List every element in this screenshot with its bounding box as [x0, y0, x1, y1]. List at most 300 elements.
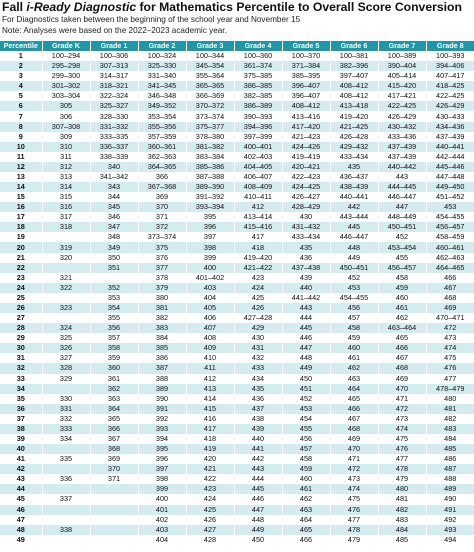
score-range-cell: 311: [42, 152, 90, 162]
score-range-cell: 354: [90, 303, 138, 313]
score-range-cell: 394: [138, 434, 186, 444]
score-range-cell: 474: [330, 484, 378, 494]
score-range-cell: 454–455: [426, 212, 474, 222]
score-range-cell: 397–399: [234, 132, 282, 142]
table-row: [0, 101, 474, 111]
score-range-cell: 477: [426, 374, 474, 384]
score-range-cell: 382: [138, 313, 186, 323]
score-range-cell: 424–425: [282, 182, 330, 192]
score-range-cell: [42, 293, 90, 303]
percentile-cell: 22: [0, 263, 42, 273]
score-range-cell: 460: [282, 474, 330, 484]
score-range-cell: 384: [138, 333, 186, 343]
score-range-cell: 295–298: [42, 61, 90, 71]
score-range-cell: 467: [426, 283, 474, 293]
score-range-cell: 389: [138, 384, 186, 394]
score-range-cell: 328: [42, 363, 90, 373]
score-range-cell: 350: [90, 253, 138, 263]
score-range-cell: 310: [42, 142, 90, 152]
score-range-cell: 328–330: [90, 111, 138, 121]
score-range-cell: 371–384: [282, 61, 330, 71]
score-range-cell: 356: [90, 323, 138, 333]
score-range-cell: 385: [138, 343, 186, 353]
score-range-cell: 452: [330, 273, 378, 283]
score-range-cell: 325: [42, 333, 90, 343]
score-range-cell: 100–381: [330, 51, 378, 61]
table-row: [0, 363, 474, 373]
score-range-cell: 323: [42, 303, 90, 313]
score-range-cell: 334: [42, 434, 90, 444]
score-range-cell: 373–374: [186, 111, 234, 121]
score-range-cell: 364–365: [138, 162, 186, 172]
score-range-cell: 396: [138, 454, 186, 464]
score-range-cell: 317: [42, 212, 90, 222]
score-range-cell: 423: [234, 273, 282, 283]
score-range-cell: 482: [426, 414, 474, 424]
table-row: [0, 464, 474, 474]
table-row: [0, 222, 474, 232]
score-range-cell: 419–420: [234, 253, 282, 263]
score-range-cell: 433–434: [282, 232, 330, 242]
table-row: [0, 515, 474, 525]
score-range-cell: 444: [234, 474, 282, 484]
score-range-cell: 325–327: [90, 101, 138, 111]
score-range-cell: 459: [282, 464, 330, 474]
score-range-cell: 399: [186, 253, 234, 263]
percentile-cell: 7: [0, 111, 42, 121]
score-range-cell: 318–321: [90, 81, 138, 91]
score-range-cell: 469: [378, 374, 426, 384]
score-range-cell: 336: [42, 474, 90, 484]
score-range-cell: 405–414: [378, 71, 426, 81]
table-row: [0, 91, 474, 101]
score-range-cell: 456: [330, 303, 378, 313]
score-range-cell: 426–427: [282, 192, 330, 202]
table-row: [0, 242, 474, 252]
score-range-cell: 467: [330, 414, 378, 424]
score-range-cell: 481: [378, 494, 426, 504]
percentile-cell: 24: [0, 283, 42, 293]
table-row: [0, 51, 474, 61]
score-range-cell: 398: [186, 242, 234, 252]
score-range-cell: 458–459: [426, 232, 474, 242]
table-row: [0, 192, 474, 202]
score-range-cell: 418: [186, 434, 234, 444]
score-range-cell: 441–442: [282, 293, 330, 303]
score-range-cell: 375: [138, 242, 186, 252]
score-range-cell: 400: [186, 263, 234, 273]
score-range-cell: 433–436: [378, 132, 426, 142]
score-range-cell: 421–425: [330, 122, 378, 132]
score-range-cell: 466: [330, 404, 378, 414]
score-range-cell: 445: [330, 222, 378, 232]
score-range-cell: 449–450: [426, 182, 474, 192]
percentile-cell: 30: [0, 343, 42, 353]
column-header: Grade 4: [234, 41, 282, 51]
score-range-cell: 439: [282, 273, 330, 283]
score-range-cell: 484: [378, 525, 426, 535]
score-range-cell: 464: [282, 515, 330, 525]
table-row: [0, 444, 474, 454]
score-range-cell: 353–354: [138, 111, 186, 121]
column-header: Grade K: [42, 41, 90, 51]
score-range-cell: 428: [186, 535, 234, 545]
score-range-cell: 346–348: [138, 91, 186, 101]
percentile-cell: 27: [0, 313, 42, 323]
score-range-cell: 361: [90, 374, 138, 384]
score-range-cell: 441: [234, 444, 282, 454]
score-range-cell: 439: [234, 424, 282, 434]
table-row: [0, 474, 474, 484]
score-range-cell: 474: [378, 424, 426, 434]
score-range-cell: 307–308: [42, 122, 90, 132]
score-range-cell: 475: [426, 353, 474, 363]
score-range-cell: 478–479: [426, 384, 474, 394]
title-suffix: for Mathematics Percentile to Overall Score Conversion: [136, 0, 462, 14]
score-range-cell: 337: [42, 494, 90, 504]
score-range-cell: 402: [138, 515, 186, 525]
percentile-cell: 37: [0, 414, 42, 424]
score-range-cell: 361–374: [234, 61, 282, 71]
score-range-cell: 299–300: [42, 71, 90, 81]
score-range-cell: 473: [330, 474, 378, 484]
score-range-cell: 455: [282, 424, 330, 434]
score-range-cell: 387–388: [186, 172, 234, 182]
score-range-cell: 426: [234, 303, 282, 313]
percentile-cell: 11: [0, 152, 42, 162]
title-brand: i-Ready Diagnostic: [26, 0, 137, 14]
score-range-cell: 353: [90, 293, 138, 303]
score-range-cell: 397: [138, 464, 186, 474]
score-range-cell: 492: [426, 515, 474, 525]
score-range-cell: 470: [330, 444, 378, 454]
score-range-cell: 359: [90, 353, 138, 363]
score-range-cell: 368: [90, 444, 138, 454]
score-range-cell: 431–432: [282, 222, 330, 232]
score-range-cell: 333: [42, 424, 90, 434]
table-row: [0, 424, 474, 434]
score-range-cell: 395: [138, 444, 186, 454]
table-row: [0, 454, 474, 464]
score-range-cell: 428–429: [282, 202, 330, 212]
score-range-cell: 457: [330, 313, 378, 323]
table-row: [0, 414, 474, 424]
score-range-cell: 447–448: [426, 172, 474, 182]
score-range-cell: 410: [186, 353, 234, 363]
score-range-cell: 319: [42, 242, 90, 252]
score-range-cell: 400: [138, 494, 186, 504]
score-range-cell: 485: [426, 444, 474, 454]
percentile-cell: 15: [0, 192, 42, 202]
table-row: [0, 323, 474, 333]
score-range-cell: [42, 232, 90, 242]
score-range-cell: 305: [42, 101, 90, 111]
column-header: Grade 2: [138, 41, 186, 51]
score-range-cell: 448: [282, 353, 330, 363]
score-range-cell: 429–432: [330, 142, 378, 152]
score-range-cell: 450: [234, 535, 282, 545]
score-range-cell: 408–412: [282, 101, 330, 111]
score-range-cell: 465: [282, 525, 330, 535]
percentile-cell: 8: [0, 122, 42, 132]
score-range-cell: [90, 535, 138, 545]
score-range-cell: 333–335: [90, 132, 138, 142]
score-range-cell: 315: [42, 192, 90, 202]
column-header: Grade 7: [378, 41, 426, 51]
score-range-cell: 471: [330, 454, 378, 464]
score-range-cell: 100–324: [138, 51, 186, 61]
score-range-cell: [42, 384, 90, 394]
score-range-cell: 417–420: [282, 122, 330, 132]
score-range-cell: 442: [330, 202, 378, 212]
score-range-cell: 452: [282, 394, 330, 404]
score-range-cell: [90, 494, 138, 504]
score-range-cell: 447: [282, 343, 330, 353]
score-range-cell: 381: [138, 303, 186, 313]
score-range-cell: 477: [330, 515, 378, 525]
score-range-cell: 421–422: [234, 263, 282, 273]
score-range-cell: 371: [138, 212, 186, 222]
score-range-cell: 355: [90, 313, 138, 323]
score-range-cell: 336–337: [90, 142, 138, 152]
score-range-cell: 479: [330, 535, 378, 545]
percentile-cell: 36: [0, 404, 42, 414]
score-range-cell: 440–442: [378, 162, 426, 172]
score-range-cell: 312: [42, 162, 90, 172]
percentile-cell: 43: [0, 474, 42, 484]
percentile-cell: 26: [0, 303, 42, 313]
score-range-cell: 425: [234, 293, 282, 303]
percentile-cell: 18: [0, 222, 42, 232]
score-range-cell: 493: [426, 525, 474, 535]
score-range-cell: 385–395: [282, 71, 330, 81]
score-range-cell: 413–414: [234, 212, 282, 222]
score-range-cell: 449: [234, 525, 282, 535]
score-range-cell: 456–457: [426, 222, 474, 232]
score-range-cell: 447: [234, 505, 282, 515]
percentile-cell: 17: [0, 212, 42, 222]
percentile-cell: 38: [0, 424, 42, 434]
score-range-cell: 443–444: [330, 212, 378, 222]
score-range-cell: 413–418: [330, 101, 378, 111]
percentile-cell: 46: [0, 505, 42, 515]
score-range-cell: 436: [234, 394, 282, 404]
score-range-cell: 318: [42, 222, 90, 232]
score-range-cell: 379: [138, 283, 186, 293]
score-range-cell: 479: [378, 474, 426, 484]
score-range-cell: 458: [330, 323, 378, 333]
score-range-cell: 435: [330, 162, 378, 172]
score-range-cell: 471: [378, 394, 426, 404]
score-range-cell: 469: [330, 434, 378, 444]
score-range-cell: 394–396: [234, 122, 282, 132]
score-range-cell: 370: [138, 202, 186, 212]
score-range-cell: 403: [138, 525, 186, 535]
score-range-cell: 415–416: [234, 222, 282, 232]
score-range-cell: 370–372: [186, 101, 234, 111]
score-range-cell: 100–393: [426, 51, 474, 61]
subtitle: For Diagnostics taken between the beginning of the school year and November 15: [2, 15, 301, 24]
score-range-cell: 320: [42, 253, 90, 263]
score-range-cell: 385–386: [186, 162, 234, 172]
score-range-cell: 387: [138, 363, 186, 373]
score-range-cell: 430: [234, 333, 282, 343]
score-range-cell: 494: [426, 535, 474, 545]
score-range-cell: 390–393: [234, 111, 282, 121]
percentile-cell: 19: [0, 232, 42, 242]
score-range-cell: 464–465: [426, 263, 474, 273]
score-range-cell: [42, 444, 90, 454]
score-range-cell: 437–439: [378, 152, 426, 162]
score-range-cell: 476: [378, 444, 426, 454]
percentile-cell: 39: [0, 434, 42, 444]
column-header: Grade 1: [90, 41, 138, 51]
score-range-cell: 377: [138, 263, 186, 273]
score-range-cell: 460: [330, 343, 378, 353]
score-range-cell: 404–405: [234, 162, 282, 172]
score-range-cell: 406–407: [234, 172, 282, 182]
score-range-cell: 378–380: [186, 132, 234, 142]
percentile-cell: 35: [0, 394, 42, 404]
score-range-cell: 443: [234, 464, 282, 474]
score-range-cell: [42, 464, 90, 474]
score-range-cell: 365–365: [186, 81, 234, 91]
score-range-cell: 414: [186, 394, 234, 404]
score-range-cell: 435: [234, 384, 282, 394]
score-range-cell: 463: [282, 505, 330, 515]
table-body: [0, 51, 474, 545]
score-range-cell: 397: [186, 232, 234, 242]
table-row: [0, 232, 474, 242]
score-range-cell: 442: [234, 454, 282, 464]
score-range-cell: 418–425: [426, 81, 474, 91]
percentile-cell: 32: [0, 363, 42, 373]
score-range-cell: 366: [90, 424, 138, 434]
score-range-cell: 316: [42, 202, 90, 212]
score-range-cell: 481: [426, 404, 474, 414]
score-range-cell: 407: [186, 323, 234, 333]
table-row: [0, 333, 474, 343]
score-range-cell: 472: [426, 323, 474, 333]
score-range-cell: 423: [186, 484, 234, 494]
score-range-cell: 445–446: [426, 162, 474, 172]
score-range-cell: 345–354: [186, 61, 234, 71]
table-row: [0, 384, 474, 394]
table-row: [0, 132, 474, 142]
percentile-cell: 9: [0, 132, 42, 142]
score-range-cell: 438–439: [330, 182, 378, 192]
score-range-cell: 427–428: [234, 313, 282, 323]
score-range-cell: 411: [186, 363, 234, 373]
score-range-cell: 303–304: [42, 91, 90, 101]
table-row: [0, 494, 474, 504]
score-range-cell: 391–392: [186, 192, 234, 202]
score-range-cell: 383: [138, 323, 186, 333]
score-range-cell: 491: [426, 505, 474, 515]
score-range-cell: 404: [186, 293, 234, 303]
score-range-cell: [90, 515, 138, 525]
score-range-cell: 419–419: [282, 152, 330, 162]
score-range-cell: 461: [378, 303, 426, 313]
score-range-cell: 437–438: [282, 263, 330, 273]
table-header: [0, 41, 474, 51]
table-row: [0, 343, 474, 353]
score-range-cell: 443: [378, 172, 426, 182]
score-range-cell: 330: [42, 394, 90, 404]
score-range-cell: 100–370: [282, 51, 330, 61]
percentile-cell: 1: [0, 51, 42, 61]
score-range-cell: 420: [186, 454, 234, 464]
score-range-cell: 475: [378, 434, 426, 444]
table-row: [0, 122, 474, 132]
score-range-cell: 421–423: [282, 132, 330, 142]
score-range-cell: 401–402: [186, 273, 234, 283]
score-range-cell: 338–339: [90, 152, 138, 162]
score-range-cell: 460–461: [426, 242, 474, 252]
score-range-cell: 464: [330, 384, 378, 394]
score-range-cell: 408–409: [234, 182, 282, 192]
table-row: [0, 303, 474, 313]
score-range-cell: 376: [138, 253, 186, 263]
score-range-cell: 420–421: [282, 162, 330, 172]
score-range-cell: 486: [426, 454, 474, 464]
score-range-cell: 396–407: [282, 91, 330, 101]
score-range-cell: 371: [90, 474, 138, 484]
score-range-cell: 468: [330, 424, 378, 434]
score-range-cell: 426–429: [426, 101, 474, 111]
score-range-cell: 381–382: [186, 142, 234, 152]
score-range-cell: 306: [42, 111, 90, 121]
score-range-cell: 369: [138, 192, 186, 202]
percentile-cell: 47: [0, 515, 42, 525]
score-range-cell: 453: [426, 202, 474, 212]
score-range-cell: 460: [378, 293, 426, 303]
score-range-cell: 418: [234, 242, 282, 252]
table-row: [0, 111, 474, 121]
score-range-cell: 396–407: [282, 81, 330, 91]
column-header: Grade 5: [282, 41, 330, 51]
score-range-cell: 419–420: [330, 111, 378, 121]
score-range-cell: 458: [378, 273, 426, 283]
score-range-cell: 463–464: [378, 323, 426, 333]
score-range-cell: 390: [138, 394, 186, 404]
score-range-cell: 314: [42, 182, 90, 192]
score-range-cell: 100–294: [42, 51, 90, 61]
percentile-cell: 21: [0, 253, 42, 263]
score-range-cell: 426: [186, 515, 234, 525]
score-range-cell: 417–421: [378, 91, 426, 101]
table-row: [0, 152, 474, 162]
score-range-cell: 382–396: [330, 61, 378, 71]
score-range-cell: 415–420: [378, 81, 426, 91]
score-range-cell: 352: [90, 283, 138, 293]
score-range-cell: 373–374: [138, 232, 186, 242]
percentile-cell: 12: [0, 162, 42, 172]
score-range-cell: 490: [426, 494, 474, 504]
score-range-cell: 362–363: [138, 152, 186, 162]
score-range-cell: 453: [330, 283, 378, 293]
score-range-cell: 380: [138, 293, 186, 303]
score-range-cell: 335: [42, 454, 90, 464]
score-range-cell: 488: [426, 474, 474, 484]
score-range-cell: 324: [42, 323, 90, 333]
score-range-cell: 459: [330, 333, 378, 343]
score-range-cell: [90, 484, 138, 494]
score-range-cell: 461: [330, 353, 378, 363]
score-range-cell: 443: [282, 303, 330, 313]
score-range-cell: 404: [138, 535, 186, 545]
score-range-cell: 478: [378, 464, 426, 474]
